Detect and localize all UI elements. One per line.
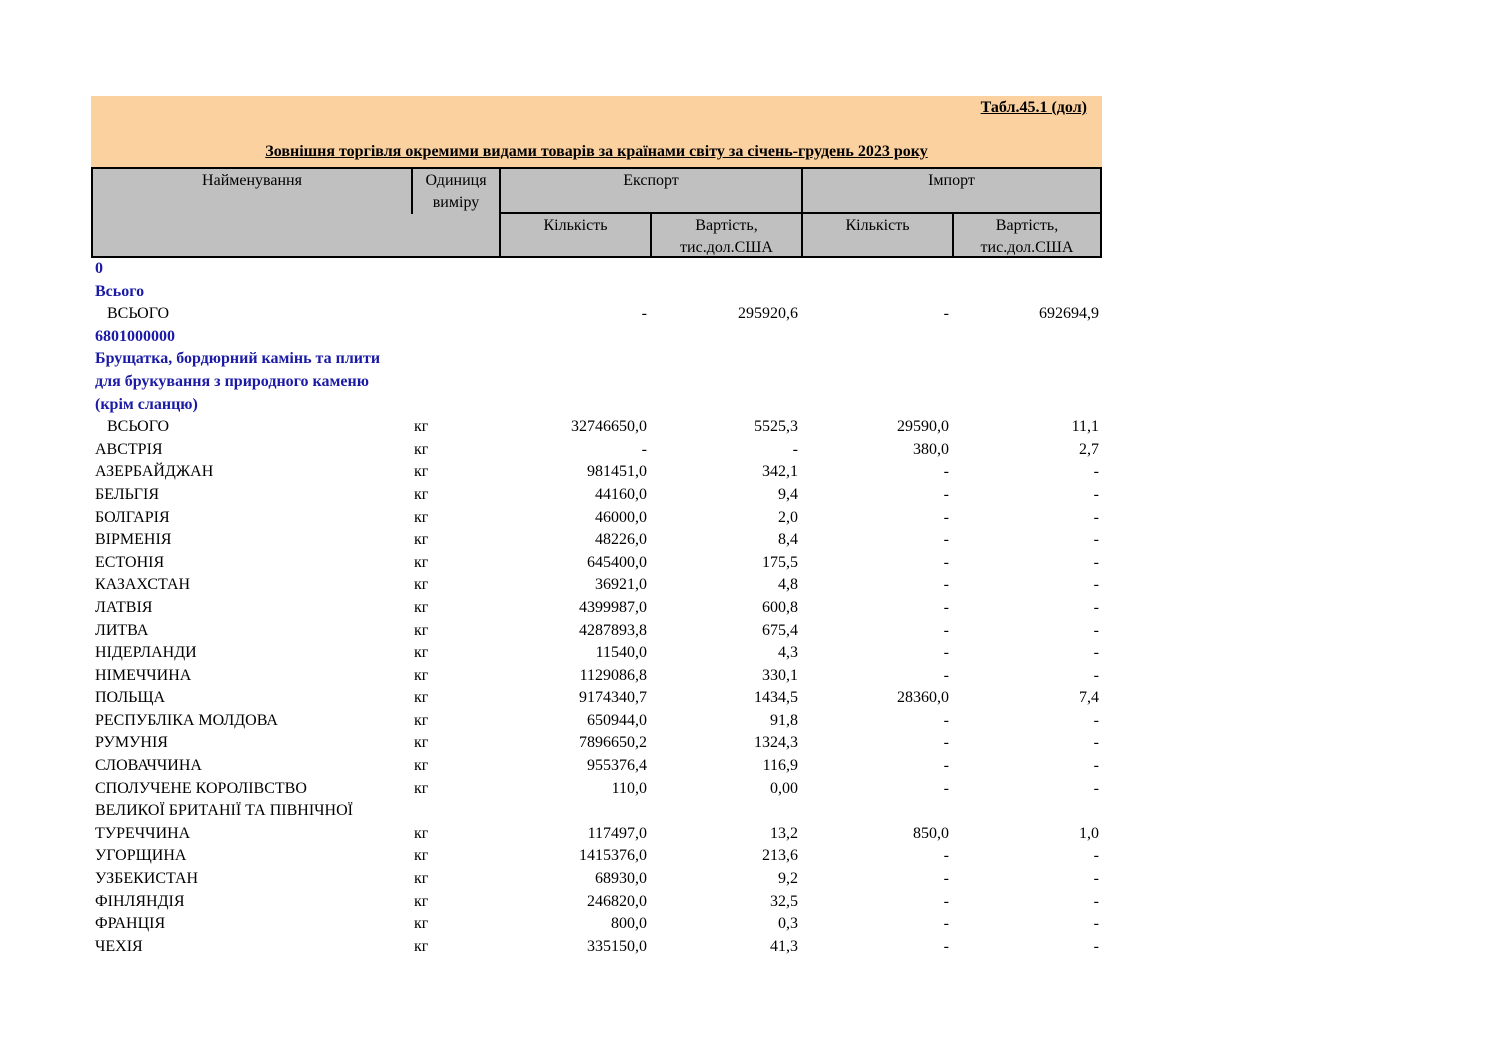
export-value-cell: 1434,5 [754, 689, 798, 707]
table-row [91, 642, 1102, 665]
table-reference: Табл.45.1 (дол) [980, 99, 1087, 116]
export-qty-cell: 36921,0 [595, 576, 647, 594]
country-name: БОЛГАРІЯ [95, 508, 170, 526]
import-value-cell: - [1093, 757, 1099, 775]
table-row [91, 620, 1102, 643]
column-header [91, 167, 1102, 258]
table-row [91, 732, 1102, 755]
import-qty-cell: - [943, 915, 949, 933]
unit-cell: кг [414, 937, 429, 955]
export-value-cell: 9,4 [778, 485, 798, 503]
import-value-cell: - [1093, 870, 1099, 888]
country-name: УЗБЕКИСТАН [95, 870, 199, 888]
export-value-cell: 116,9 [762, 757, 798, 775]
country-name: ВЕЛИКОЇ БРИТАНІЇ ТА ПІВНІЧНОЇ [95, 802, 353, 820]
unit-cell: кг [414, 915, 429, 933]
section-name: Всього [95, 282, 145, 300]
import-value-cell: - [1093, 937, 1099, 955]
trade-table-sheet [91, 96, 1102, 958]
col-unit-header: Одиниця виміру [425, 172, 487, 211]
export-qty-cell: 1129086,8 [579, 666, 647, 684]
import-qty-cell: - [943, 621, 949, 639]
export-qty-cell: 955376,4 [587, 757, 647, 775]
export-qty-cell: 4399987,0 [579, 598, 647, 616]
export-value-cell: - [792, 440, 798, 458]
import-qty-cell: - [943, 847, 949, 865]
export-value-cell: 342,1 [762, 463, 798, 481]
table-row [91, 552, 1102, 575]
table-row [91, 710, 1102, 733]
unit-cell: кг [414, 666, 429, 684]
import-qty-cell: - [943, 463, 949, 481]
import-qty-cell: - [943, 711, 949, 729]
table-row [91, 868, 1102, 891]
export-qty-cell: 1415376,0 [579, 847, 647, 865]
import-value-cell: - [1093, 711, 1099, 729]
col-import-value-header: Вартість, тис.дол.США [980, 217, 1074, 256]
export-qty-cell: 246820,0 [587, 892, 647, 910]
import-value-cell: 1,0 [1079, 824, 1099, 842]
unit-cell: кг [414, 440, 429, 458]
export-qty-cell: 117497,0 [587, 824, 647, 842]
export-qty-cell: 335150,0 [587, 937, 647, 955]
import-value-cell: - [1093, 485, 1099, 503]
export-value-cell: 213,6 [762, 847, 798, 865]
country-name: СПОЛУЧЕНЕ КОРОЛІВСТВО [95, 779, 307, 797]
table-row [91, 461, 1102, 484]
export-qty-cell: 645400,0 [587, 553, 647, 571]
table-row [91, 529, 1102, 552]
import-value-cell: 2,7 [1079, 440, 1099, 458]
table-body [91, 258, 1102, 958]
divider [501, 212, 1100, 214]
unit-cell: кг [414, 485, 429, 503]
export-qty-cell: 981451,0 [587, 463, 647, 481]
import-value-cell: - [1093, 644, 1099, 662]
import-value-cell: - [1093, 666, 1099, 684]
unit-cell: кг [414, 576, 429, 594]
import-value-cell: - [1093, 847, 1099, 865]
import-qty-cell: 850,0 [913, 824, 949, 842]
table-row [91, 755, 1102, 778]
country-name: ЛАТВІЯ [95, 598, 153, 616]
table-row: ВСЬОГО - 295920,6 - 692694,9 [107, 305, 1099, 323]
import-qty-cell: - [943, 553, 949, 571]
table-row [91, 574, 1102, 597]
table-row [91, 484, 1102, 507]
table-row: ВСЬОГО кг 32746650,0 5525,3 29590,0 11,1 [107, 418, 1099, 436]
export-qty-cell: - [641, 440, 647, 458]
table-row [91, 687, 1102, 710]
export-qty-cell: 68930,0 [595, 870, 647, 888]
import-qty-cell: 380,0 [913, 440, 949, 458]
country-name: РЕСПУБЛІКА МОЛДОВА [95, 711, 278, 729]
export-value-cell: 175,5 [762, 553, 798, 571]
section-code: 6801000000 [95, 327, 175, 345]
table-row [91, 665, 1102, 688]
import-qty-cell: - [943, 734, 949, 752]
unit-cell: кг [414, 553, 429, 571]
table-row [91, 891, 1102, 914]
table-row [91, 845, 1102, 868]
export-qty-cell: 46000,0 [595, 508, 647, 526]
table-row [91, 439, 1102, 462]
export-qty-cell: 800,0 [611, 915, 647, 933]
col-export-value-header: Вартість, тис.дол.США [680, 217, 773, 256]
unit-cell: кг [414, 508, 429, 526]
country-name: ВІРМЕНІЯ [95, 531, 172, 549]
country-name: ПОЛЬЩА [95, 689, 166, 707]
col-import-qty-header: Кількість [845, 217, 910, 234]
table-title: Зовнішня торгівля окремими видами товарів за країнами світу за січень-грудень 2023 року [265, 143, 928, 160]
import-qty-cell: - [943, 937, 949, 955]
country-name: ЕСТОНІЯ [95, 553, 165, 571]
unit-cell: кг [414, 757, 429, 775]
col-export-header: Експорт [623, 172, 679, 189]
country-name: НІМЕЧЧИНА [95, 666, 192, 684]
export-qty-cell: 11540,0 [595, 644, 647, 662]
export-qty-cell: 4287893,8 [579, 621, 647, 639]
unit-cell: кг [414, 779, 429, 797]
import-qty-cell: - [943, 576, 949, 594]
title-banner [91, 96, 1102, 167]
unit-cell: кг [414, 598, 429, 616]
export-value-cell: 32,5 [770, 892, 798, 910]
country-name: УГОРЩИНА [95, 847, 187, 865]
export-qty-cell: 44160,0 [595, 485, 647, 503]
import-value-cell: - [1093, 553, 1099, 571]
import-value-cell: - [1093, 915, 1099, 933]
country-name: ФІНЛЯНДІЯ [95, 892, 185, 910]
country-name: АВСТРІЯ [95, 440, 163, 458]
import-value-cell: - [1093, 508, 1099, 526]
country-name: НІДЕРЛАНДИ [95, 644, 197, 662]
export-value-cell: 8,4 [778, 531, 798, 549]
import-value-cell: - [1093, 598, 1099, 616]
table-row [91, 778, 1102, 801]
col-name-header: Найменування [202, 172, 302, 189]
import-value-cell: - [1093, 734, 1099, 752]
unit-cell: кг [414, 892, 429, 910]
import-qty-cell: - [943, 485, 949, 503]
export-value-cell: 91,8 [770, 711, 798, 729]
import-qty-cell: - [943, 666, 949, 684]
table-row-continuation [91, 800, 1102, 823]
export-value-cell: 600,8 [762, 598, 798, 616]
import-value-cell: - [1093, 463, 1099, 481]
col-import-header: Імпорт [928, 172, 975, 189]
col-export-qty-header: Кількість [543, 217, 608, 234]
unit-cell: кг [414, 463, 429, 481]
section-name: Брущатка, бордюрний камінь та плити для брукування з природного каменю (крім сланцю) [95, 350, 381, 413]
unit-cell: кг [414, 847, 429, 865]
country-name: АЗЕРБАЙДЖАН [95, 463, 214, 481]
country-rows [91, 439, 1102, 959]
country-name: ТУРЕЧЧИНА [95, 824, 191, 842]
import-value-cell: - [1093, 621, 1099, 639]
country-name: РУМУНІЯ [95, 734, 168, 752]
export-qty-cell: 48226,0 [595, 531, 647, 549]
export-qty-cell: 650944,0 [587, 711, 647, 729]
import-qty-cell: 28360,0 [897, 689, 949, 707]
table-row [91, 936, 1102, 959]
export-qty-cell: 7896650,2 [579, 734, 647, 752]
import-qty-cell: - [943, 779, 949, 797]
export-value-cell: 330,1 [762, 666, 798, 684]
country-name: ЛИТВА [95, 621, 149, 639]
import-qty-cell: - [943, 508, 949, 526]
unit-cell: кг [414, 689, 429, 707]
country-name: ФРАНЦІЯ [95, 915, 166, 933]
import-qty-cell: - [943, 757, 949, 775]
table-row [91, 823, 1102, 846]
unit-cell: кг [414, 644, 429, 662]
country-name: ЧЕХІЯ [95, 937, 143, 955]
unit-cell: кг [414, 531, 429, 549]
import-value-cell: - [1093, 892, 1099, 910]
import-qty-cell: - [943, 531, 949, 549]
export-value-cell: 0,3 [778, 915, 798, 933]
table-row [91, 913, 1102, 936]
unit-cell: кг [414, 824, 429, 842]
unit-cell: кг [414, 711, 429, 729]
import-qty-cell: - [943, 598, 949, 616]
table-row [91, 507, 1102, 530]
import-value-cell: 7,4 [1079, 689, 1099, 707]
export-qty-cell: 110,0 [611, 779, 647, 797]
import-value-cell: - [1093, 576, 1099, 594]
export-value-cell: 0,00 [770, 779, 798, 797]
export-qty-cell: 9174340,7 [579, 689, 647, 707]
export-value-cell: 41,3 [770, 937, 798, 955]
table-row [91, 597, 1102, 620]
unit-cell: кг [414, 870, 429, 888]
export-value-cell: 9,2 [778, 870, 798, 888]
import-qty-cell: - [943, 892, 949, 910]
export-value-cell: 4,3 [778, 644, 798, 662]
import-value-cell: - [1093, 531, 1099, 549]
section-code: 0 [95, 260, 103, 277]
unit-cell: кг [414, 734, 429, 752]
import-qty-cell: - [943, 644, 949, 662]
unit-cell: кг [414, 621, 429, 639]
export-value-cell: 13,2 [770, 824, 798, 842]
country-name: БЕЛЬГІЯ [95, 485, 160, 503]
export-value-cell: 1324,3 [754, 734, 798, 752]
export-value-cell: 2,0 [778, 508, 798, 526]
export-value-cell: 4,8 [778, 576, 798, 594]
country-name: СЛОВАЧЧИНА [95, 757, 202, 775]
country-name: КАЗАХСТАН [95, 576, 191, 594]
import-qty-cell: - [943, 870, 949, 888]
import-value-cell: - [1093, 779, 1099, 797]
export-value-cell: 675,4 [762, 621, 798, 639]
